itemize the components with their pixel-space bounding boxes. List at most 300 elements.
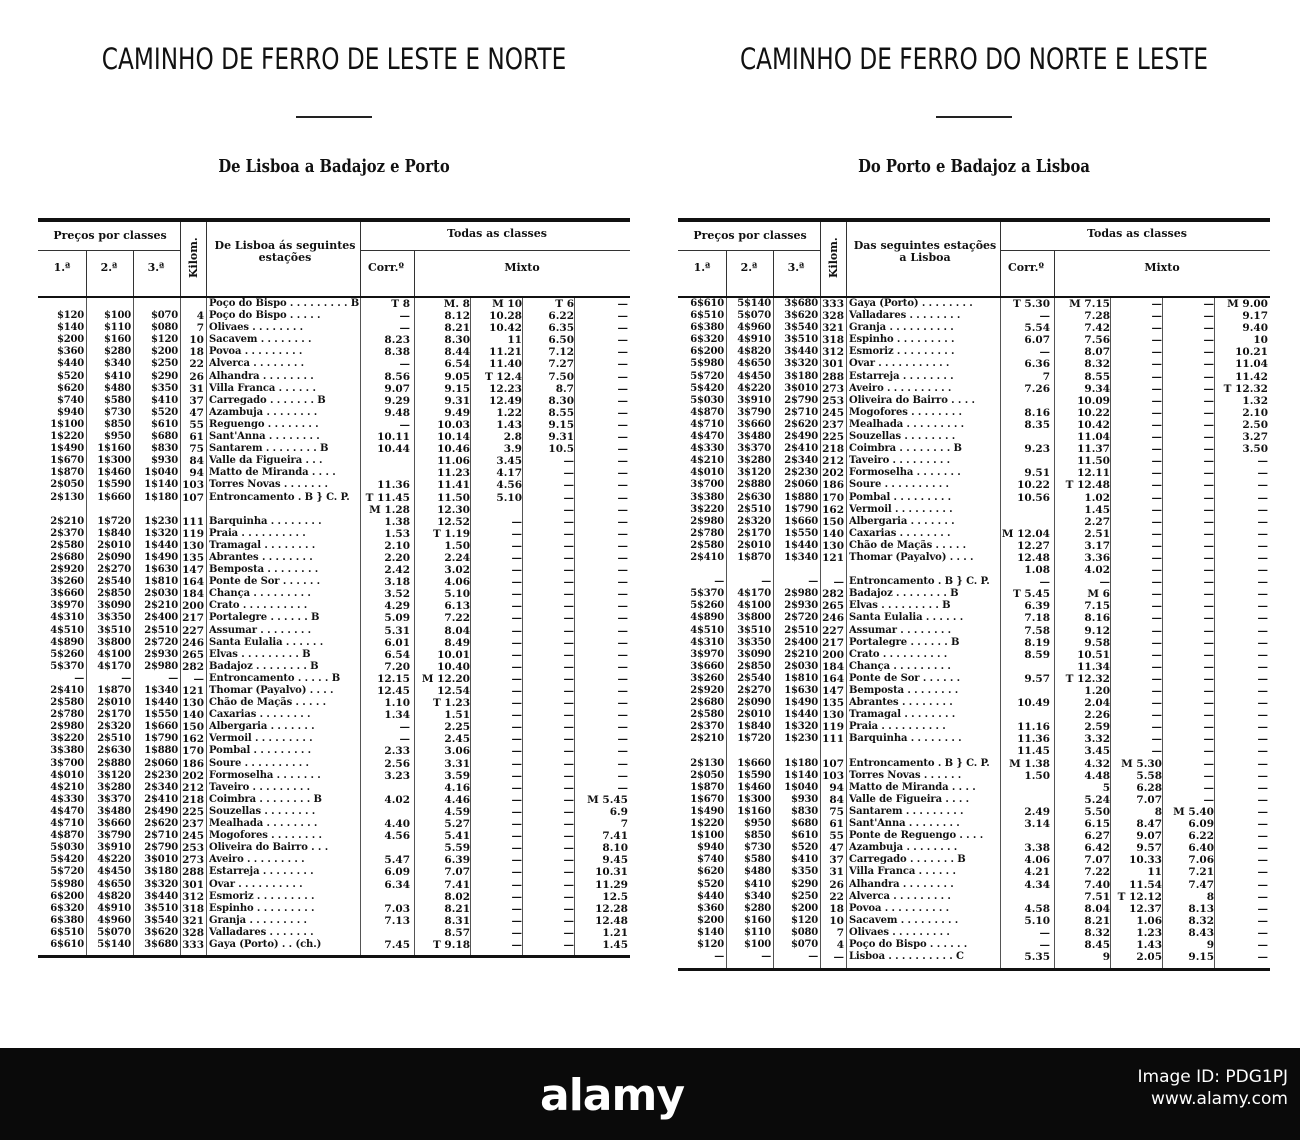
mixto-2: — bbox=[1151, 527, 1162, 540]
station-name: Badajoz . . . . . . . . B bbox=[209, 660, 319, 672]
price-3rd: — bbox=[168, 672, 178, 684]
price-1st: 5$720 bbox=[50, 866, 84, 878]
mixto-1: 8.30 bbox=[444, 334, 470, 347]
table-row bbox=[38, 322, 630, 334]
price-1st: 5$030 bbox=[690, 394, 724, 406]
price-2nd: 3$370 bbox=[737, 443, 771, 455]
mixto-1: 8.32 bbox=[1084, 926, 1110, 939]
kilometers: 75 bbox=[189, 443, 204, 456]
mixto-3: — bbox=[1203, 733, 1214, 746]
mixto-1: — bbox=[1099, 576, 1110, 589]
mixto-1: 4.02 bbox=[1084, 564, 1110, 577]
mixto-4: 7 bbox=[620, 818, 628, 831]
station-name: Mogofores . . . . . . . . bbox=[209, 830, 322, 842]
station-name: Sant'Anna . . . . . . . . bbox=[849, 818, 960, 830]
alamy-logo: alamy bbox=[540, 1070, 684, 1121]
price-2nd: 3$510 bbox=[737, 624, 771, 636]
mixto-1: 8.02 bbox=[444, 890, 470, 903]
mixto-4: — bbox=[1257, 951, 1268, 964]
mixto-4: — bbox=[1257, 830, 1268, 843]
kilometers: 162 bbox=[822, 503, 844, 516]
kilometers: 31 bbox=[829, 866, 844, 879]
mixto-1: 3.32 bbox=[1084, 733, 1110, 746]
prices-header: Preços por classes bbox=[53, 229, 167, 242]
mixto-3: — bbox=[563, 455, 574, 468]
station-name: Povoa . . . . . . . . . . bbox=[849, 902, 950, 914]
price-1st: 3$700 bbox=[50, 757, 84, 769]
kilometers: 135 bbox=[182, 551, 204, 564]
table-row bbox=[678, 467, 1270, 479]
mixto-3: — bbox=[1203, 298, 1214, 310]
mixto-1: 10.01 bbox=[437, 648, 470, 661]
price-3rd: 3$540 bbox=[784, 322, 818, 334]
price-2nd: $110 bbox=[103, 322, 131, 334]
corr-time: 1.34 bbox=[384, 709, 410, 722]
corr-time: 3.52 bbox=[384, 588, 410, 601]
mixto-1: 3.02 bbox=[444, 564, 470, 577]
mixto-3: — bbox=[563, 757, 574, 770]
mixto-3: — bbox=[1203, 757, 1214, 770]
kilometers: 107 bbox=[822, 757, 844, 770]
mixto-3: — bbox=[1203, 346, 1214, 359]
station-name: Torres Novas . . . . . . . bbox=[209, 479, 328, 491]
table-row bbox=[38, 298, 630, 310]
mixto-2: M 5.30 bbox=[1121, 757, 1162, 770]
price-1st: 2$130 bbox=[690, 757, 724, 769]
table-row bbox=[38, 866, 630, 878]
kilometers: 26 bbox=[829, 878, 844, 891]
mixto-3: — bbox=[1203, 588, 1214, 601]
kilometers: 84 bbox=[829, 793, 844, 806]
mixto-1: 11.04 bbox=[1077, 431, 1110, 444]
price-1st: 2$680 bbox=[690, 697, 724, 709]
mixto-1: 6.54 bbox=[444, 358, 470, 371]
kilometers: 150 bbox=[182, 721, 204, 734]
corr-time: 12.15 bbox=[377, 672, 410, 685]
price-3rd: $410 bbox=[790, 854, 818, 866]
table-row bbox=[38, 830, 630, 842]
mixto-3: 9 bbox=[1206, 938, 1214, 951]
mixto-2: 4.17 bbox=[496, 467, 522, 480]
station-name: Villa Franca . . . . . . bbox=[209, 382, 316, 394]
corr-time: — bbox=[399, 310, 410, 323]
station-name: Olivaes . . . . . . . . . bbox=[849, 926, 950, 938]
price-1st: 5$370 bbox=[690, 588, 724, 600]
mixto-2: — bbox=[511, 805, 522, 818]
kilometers: 200 bbox=[822, 648, 844, 661]
mixto-3: — bbox=[1203, 358, 1214, 371]
station-name: Portalegre . . . . . . B bbox=[209, 612, 320, 624]
mixto-4: — bbox=[617, 576, 628, 589]
price-3rd: $070 bbox=[150, 310, 178, 322]
kilometers: 217 bbox=[182, 612, 204, 625]
mixto-1: 3.45 bbox=[1084, 745, 1110, 758]
kilometers: 61 bbox=[829, 818, 844, 831]
price-2nd: $280 bbox=[103, 346, 131, 358]
price-1st: 6$320 bbox=[50, 902, 84, 914]
station-name: Poço do Bispo . . . . . . bbox=[849, 938, 968, 950]
price-1st: $440 bbox=[696, 890, 724, 902]
station-name: Bemposta . . . . . . . . bbox=[209, 564, 319, 576]
mixto-4: — bbox=[1257, 914, 1268, 927]
mixto-2: — bbox=[1151, 322, 1162, 335]
kilometers: 328 bbox=[822, 310, 844, 323]
station-name: Sacavem . . . . . . . . . bbox=[849, 914, 959, 926]
kilometers: 170 bbox=[822, 491, 844, 504]
corr-time: 7.26 bbox=[1024, 382, 1050, 395]
price-1st: 1$870 bbox=[50, 467, 84, 479]
station-name: Santarem . . . . . . . . B bbox=[209, 443, 329, 455]
table-row bbox=[38, 818, 630, 830]
mixto-4: M 5.45 bbox=[587, 793, 628, 806]
image-id: Image ID: PDG1PJ bbox=[1137, 1067, 1288, 1087]
table-row bbox=[678, 830, 1270, 842]
mixto-3: — bbox=[563, 914, 574, 927]
price-1st: $200 bbox=[696, 914, 724, 926]
corr-time: 4.40 bbox=[384, 818, 410, 831]
price-2nd: 3$120 bbox=[737, 467, 771, 479]
stations-header: Das seguintes estações a Lisboa bbox=[853, 239, 997, 264]
price-1st: $120 bbox=[696, 938, 724, 950]
price-1st: $620 bbox=[696, 866, 724, 878]
mixto-4: — bbox=[617, 322, 628, 335]
mixto-3: — bbox=[563, 854, 574, 867]
mixto-2: 6.28 bbox=[1136, 781, 1162, 794]
mixto-4: — bbox=[1257, 745, 1268, 758]
price-3rd: $610 bbox=[790, 830, 818, 842]
mixto-4: 1.32 bbox=[1242, 394, 1268, 407]
table-row bbox=[678, 528, 1270, 540]
kilometers: 164 bbox=[182, 576, 204, 589]
table-row bbox=[38, 419, 630, 431]
mixto-2: — bbox=[1151, 539, 1162, 552]
price-2nd: $110 bbox=[743, 926, 771, 938]
price-2nd: 4$910 bbox=[737, 334, 771, 346]
mixto-1: 9.31 bbox=[444, 394, 470, 407]
table-row bbox=[678, 927, 1270, 939]
mixto-2: — bbox=[511, 551, 522, 564]
station-name: Gaya (Porto) . . . . . . . . bbox=[849, 298, 973, 309]
price-1st: 6$510 bbox=[690, 310, 724, 322]
table-row bbox=[38, 939, 630, 951]
station-name: Sacavem . . . . . . . . bbox=[209, 334, 312, 346]
mixto-1: 5.10 bbox=[444, 588, 470, 601]
kilometers: 301 bbox=[822, 358, 844, 371]
kilometers: 119 bbox=[822, 721, 844, 734]
table-row bbox=[38, 782, 630, 794]
price-2nd: 4$450 bbox=[737, 370, 771, 382]
table-row bbox=[678, 588, 1270, 600]
price-1st: 4$870 bbox=[690, 406, 724, 418]
station-name: Souzellas . . . . . . . . bbox=[209, 805, 316, 817]
corr-time: 12.48 bbox=[1017, 551, 1050, 564]
price-2nd: $410 bbox=[743, 878, 771, 890]
mixto-3: T 6 bbox=[555, 298, 574, 310]
right-timetable bbox=[678, 218, 1270, 970]
mixto-2: M 10 bbox=[492, 298, 522, 310]
mixto-3: — bbox=[563, 842, 574, 855]
kilometers: 103 bbox=[822, 769, 844, 782]
price-3rd: 2$490 bbox=[144, 805, 178, 817]
table-row bbox=[678, 383, 1270, 395]
mixto-2: — bbox=[1151, 672, 1162, 685]
right-table-body bbox=[678, 298, 1270, 970]
mixto-4: 9.40 bbox=[1242, 322, 1268, 335]
price-2nd: $340 bbox=[103, 358, 131, 370]
price-3rd: 2$410 bbox=[144, 793, 178, 805]
corr-time: 11.36 bbox=[377, 479, 410, 492]
mixto-3: 8.7 bbox=[555, 382, 574, 395]
mixto-1: 6.42 bbox=[1084, 842, 1110, 855]
mixto-2: — bbox=[1151, 709, 1162, 722]
price-3rd: 1$660 bbox=[144, 721, 178, 733]
price-3rd: 3$440 bbox=[784, 346, 818, 358]
station-name: Carregado . . . . . . . B bbox=[209, 394, 326, 406]
table-row bbox=[678, 685, 1270, 697]
kilometers: 130 bbox=[182, 697, 204, 710]
mixto-2: — bbox=[1151, 660, 1162, 673]
column-rule bbox=[773, 298, 774, 970]
table-row bbox=[678, 782, 1270, 794]
mixto-1: 5.24 bbox=[1084, 793, 1110, 806]
mixto-3: 9.31 bbox=[548, 431, 574, 444]
price-2nd: $100 bbox=[103, 310, 131, 322]
corr-time: 4.34 bbox=[1024, 878, 1050, 891]
price-3rd: 1$040 bbox=[144, 467, 178, 479]
mixto-2: — bbox=[1151, 310, 1162, 323]
mixto-2: — bbox=[511, 564, 522, 577]
mixto-3: — bbox=[1203, 660, 1214, 673]
mixto-4: — bbox=[617, 491, 628, 504]
price-1st: 1$100 bbox=[690, 830, 724, 842]
price-3rd: 2$060 bbox=[144, 757, 178, 769]
kilometers: 162 bbox=[182, 733, 204, 746]
table-row bbox=[678, 891, 1270, 903]
station-name: Pombal . . . . . . . . . bbox=[849, 491, 952, 503]
mixto-1: 4.32 bbox=[1084, 757, 1110, 770]
price-2nd: $730 bbox=[103, 406, 131, 418]
mixto-2: — bbox=[1151, 551, 1162, 564]
mixto-2: — bbox=[1151, 491, 1162, 504]
price-1st: $740 bbox=[56, 394, 84, 406]
price-1st: 4$010 bbox=[50, 769, 84, 781]
price-1st: 5$030 bbox=[50, 842, 84, 854]
table-row bbox=[38, 637, 630, 649]
price-3rd: 1$140 bbox=[144, 479, 178, 491]
mixto-1: 7.22 bbox=[444, 612, 470, 625]
corr-time: 4.58 bbox=[1024, 902, 1050, 915]
kilometers: 170 bbox=[182, 745, 204, 758]
corr-time: 6.39 bbox=[1024, 600, 1050, 613]
mixto-1: 1.51 bbox=[444, 709, 470, 722]
corr-time: 7.45 bbox=[384, 938, 410, 951]
stations-header: De Lisboa ás seguintes estações bbox=[214, 239, 356, 264]
corr-time: 12.27 bbox=[1017, 539, 1050, 552]
table-row bbox=[38, 564, 630, 576]
price-3rd: $610 bbox=[150, 418, 178, 430]
price-2nd: 1$460 bbox=[737, 781, 771, 793]
mixto-3: 7.47 bbox=[1188, 878, 1214, 891]
table-row bbox=[38, 600, 630, 612]
mixto-4: — bbox=[1257, 938, 1268, 951]
kilometers: 150 bbox=[822, 515, 844, 528]
mixto-3: — bbox=[563, 576, 574, 589]
left-timetable-panel bbox=[38, 0, 630, 1040]
mixto-3: — bbox=[1203, 745, 1214, 758]
price-1st: — bbox=[714, 576, 724, 588]
station-name: Chança . . . . . . . . . bbox=[209, 588, 311, 600]
station-name: Villa Franca . . . . . . bbox=[849, 866, 956, 878]
price-3rd: — bbox=[808, 576, 818, 588]
kilometers: 288 bbox=[182, 866, 204, 879]
mixto-1: 8.21 bbox=[444, 322, 470, 335]
price-3rd: $120 bbox=[150, 334, 178, 346]
station-name: Sant'Anna . . . . . . . . bbox=[209, 431, 320, 443]
price-3rd: 1$880 bbox=[784, 491, 818, 503]
mixto-3: — bbox=[563, 926, 574, 939]
table-row bbox=[38, 649, 630, 661]
kilometers: 140 bbox=[822, 527, 844, 540]
table-row bbox=[678, 334, 1270, 346]
kilometers: 130 bbox=[182, 539, 204, 552]
corr-time: T 11.45 bbox=[365, 491, 410, 504]
kilometers: 4 bbox=[836, 938, 844, 951]
kilometers: 237 bbox=[182, 818, 204, 831]
price-1st: 2$920 bbox=[50, 564, 84, 576]
table-row bbox=[678, 879, 1270, 891]
mixto-2: 1.06 bbox=[1136, 914, 1162, 927]
price-2nd: 3$350 bbox=[737, 636, 771, 648]
mixto-4: — bbox=[1257, 564, 1268, 577]
table-row bbox=[38, 383, 630, 395]
station-name: Azambuja . . . . . . . . bbox=[209, 406, 318, 418]
price-3rd: 1$810 bbox=[144, 576, 178, 588]
price-2nd: $730 bbox=[743, 842, 771, 854]
table-row bbox=[678, 371, 1270, 383]
mixto-1: 9 bbox=[1102, 951, 1110, 964]
kilometers: 164 bbox=[822, 672, 844, 685]
mixto-2: — bbox=[1151, 334, 1162, 347]
mixto-1: 4.46 bbox=[444, 793, 470, 806]
price-3rd: 3$180 bbox=[144, 866, 178, 878]
mixto-4: — bbox=[1257, 503, 1268, 516]
kilometers: 130 bbox=[822, 709, 844, 722]
mixto-2: — bbox=[1151, 576, 1162, 589]
kilometers: 318 bbox=[182, 902, 204, 915]
price-3rd: 1$790 bbox=[144, 733, 178, 745]
price-3rd: $350 bbox=[150, 382, 178, 394]
mixto-3: — bbox=[563, 672, 574, 685]
mixto-1: 5.27 bbox=[444, 818, 470, 831]
price-2nd: $340 bbox=[743, 890, 771, 902]
price-1st: 3$220 bbox=[50, 733, 84, 745]
mixto-3: 7.27 bbox=[548, 358, 574, 371]
class-2-header: 2.ª bbox=[100, 261, 118, 274]
station-name: Ponte de Sor . . . . . . bbox=[209, 576, 321, 588]
mixto-4: — bbox=[617, 527, 628, 540]
table-row bbox=[678, 395, 1270, 407]
mixto-4: — bbox=[617, 467, 628, 480]
mixto-1: 1.45 bbox=[1084, 503, 1110, 516]
price-1st: 2$780 bbox=[690, 527, 724, 539]
class-3-header: 3.ª bbox=[147, 261, 165, 274]
station-name: Valle da Figueira . . . bbox=[209, 455, 323, 467]
mixto-2: — bbox=[1151, 745, 1162, 758]
mixto-4: — bbox=[617, 721, 628, 734]
price-3rd: 2$980 bbox=[144, 660, 178, 672]
mixto-2: — bbox=[511, 745, 522, 758]
price-1st: 5$370 bbox=[50, 660, 84, 672]
mixto-1: 10.03 bbox=[437, 418, 470, 431]
price-2nd: 1$590 bbox=[737, 769, 771, 781]
mixto-1: 5.59 bbox=[444, 842, 470, 855]
kilometers: — bbox=[833, 951, 844, 964]
table-row bbox=[38, 721, 630, 733]
kilometers: 140 bbox=[182, 709, 204, 722]
kilometers: 47 bbox=[189, 406, 204, 419]
price-1st: 3$260 bbox=[690, 672, 724, 684]
column-rule bbox=[1214, 298, 1215, 970]
mixto-2: — bbox=[511, 878, 522, 891]
price-2nd: — bbox=[761, 951, 771, 963]
station-name: Tramagal . . . . . . . . bbox=[209, 539, 316, 551]
price-3rd: 3$510 bbox=[784, 334, 818, 346]
all-classes-header: Todas as classes bbox=[447, 227, 547, 240]
price-3rd: 2$400 bbox=[784, 636, 818, 648]
price-1st: 1$490 bbox=[50, 443, 84, 455]
kilometers: 301 bbox=[182, 878, 204, 891]
station-name: Matto de Miranda . . . . bbox=[209, 467, 336, 479]
price-1st: 4$210 bbox=[50, 781, 84, 793]
price-1st: 3$970 bbox=[690, 648, 724, 660]
kilometers: 282 bbox=[822, 588, 844, 601]
price-3rd: 2$930 bbox=[784, 600, 818, 612]
price-3rd: 3$510 bbox=[144, 902, 178, 914]
mixto-2: — bbox=[511, 793, 522, 806]
price-3rd: 2$340 bbox=[144, 781, 178, 793]
price-2nd: 2$630 bbox=[97, 745, 131, 757]
mixto-4: — bbox=[617, 588, 628, 601]
station-name: Alhandra . . . . . . . . bbox=[209, 370, 314, 382]
mixto-2: — bbox=[1151, 721, 1162, 734]
price-2nd: $100 bbox=[743, 938, 771, 950]
price-2nd: 4$450 bbox=[97, 866, 131, 878]
mixto-1: 8.44 bbox=[444, 346, 470, 359]
class-3-header: 3.ª bbox=[787, 261, 805, 274]
station-name: Povoa . . . . . . . . . bbox=[209, 346, 303, 358]
mixto-4: 11.42 bbox=[1235, 370, 1268, 383]
mixto-2: — bbox=[511, 866, 522, 879]
price-2nd: 1$870 bbox=[97, 685, 131, 696]
class-1-header: 1.ª bbox=[693, 261, 711, 274]
table-row bbox=[678, 492, 1270, 504]
price-3rd: 2$980 bbox=[784, 588, 818, 600]
mixto-1: 9.15 bbox=[444, 382, 470, 395]
mixto-2: 4.56 bbox=[496, 479, 522, 492]
corr-time: 1.38 bbox=[384, 515, 410, 528]
corr-time: 2.42 bbox=[384, 564, 410, 577]
mixto-1: 9.34 bbox=[1084, 382, 1110, 395]
mixto-1: M 12.20 bbox=[421, 672, 470, 685]
table-row bbox=[678, 733, 1270, 745]
mixto-4: — bbox=[617, 503, 628, 516]
price-3rd: 2$710 bbox=[144, 830, 178, 842]
mixto-1: 5.41 bbox=[444, 830, 470, 843]
price-1st: $620 bbox=[56, 382, 84, 394]
mixto-1: 2.25 bbox=[444, 721, 470, 734]
corr-time: — bbox=[399, 418, 410, 431]
station-name: Granja . . . . . . . . . . bbox=[849, 322, 954, 334]
